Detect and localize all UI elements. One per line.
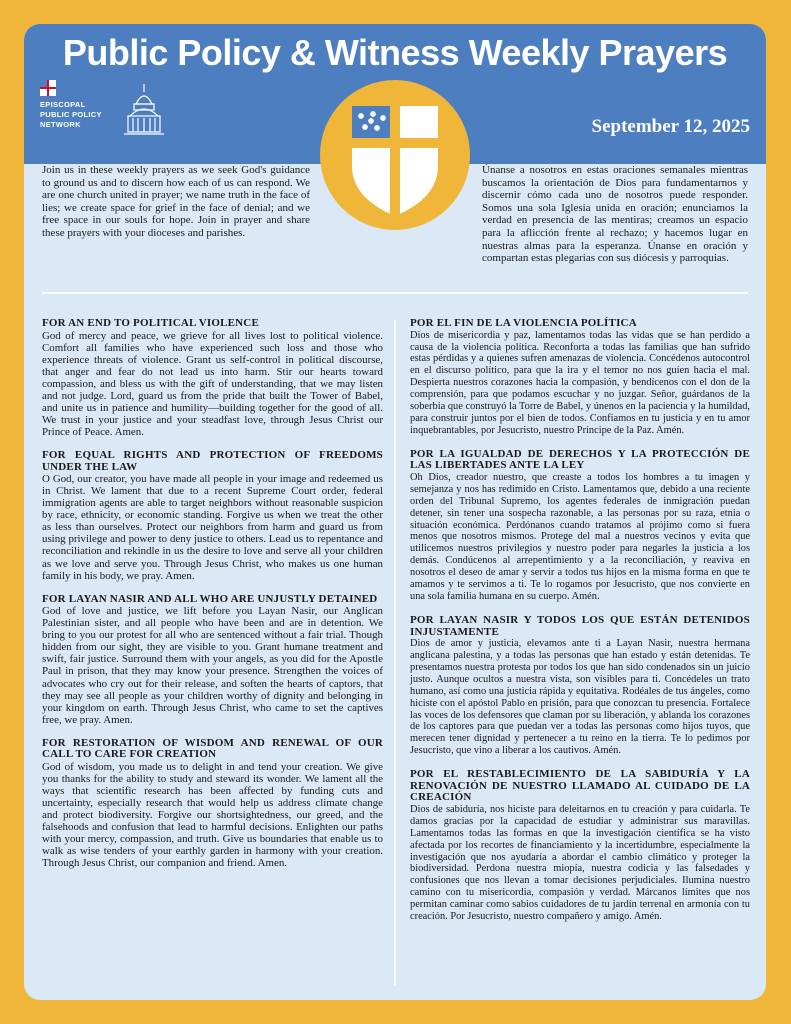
prayer-heading: POR LA IGUALDAD DE DERECHOS Y LA PROTECCIÓN DE LAS LIBERTADES ANTE LA LEY <box>410 447 750 472</box>
intro-english: Join us in these weekly prayers as we seek God's guidance to ground us and to discern how each of us can respond. We are one church united in prayer; we name truth in the face of lies; we create space for grief in the face of denial; and we free space in our souls for hope. Join in prayer and share these prayers with your dioceses and parishes. <box>42 164 310 239</box>
prayer-section <box>42 318 383 438</box>
prayer-body: God of love and justice, we lift before you Layan Nasir, our Anglican Palestinian sister, and all people who have been and are in detention. We bring to you our protest for all who are sentenced without a fair trial. Though hidden from our sight, they are visible to you. Grant humane treatment and swift, fair justice. Surround them with your angels, as you did for the Apostle Paul in prison, that they may know your presence. Strengthen the voices of advocates who cry out for their release, and soften the hearts of captors, that they may see all people as your children worthy of dignity and belonging in your kingdom on earth. Through Jesus Christ, who came to set the captives free, we pray. Amen. <box>42 605 383 726</box>
prayer-heading: POR LAYAN NASIR Y TODOS LOS QUE ESTÁN DETENIDOS INJUSTAMENTE <box>410 613 750 638</box>
episcopal-logo <box>40 80 180 140</box>
prayer-heading: FOR EQUAL RIGHTS AND PROTECTION OF FREEDOMS UNDER THE LAW <box>42 449 383 473</box>
capitol-dome-icon <box>124 82 164 136</box>
horizontal-divider <box>42 292 748 294</box>
logo-line: EPISCOPAL <box>40 100 86 109</box>
episcopal-shield-emblem <box>320 80 470 230</box>
prayer-heading: POR EL FIN DE LA VIOLENCIA POLÍTICA <box>410 317 637 329</box>
prayer-section <box>410 769 750 923</box>
prayer-body: God of mercy and peace, we grieve for all lives lost to political violence. Comfort all families who have experienced such loss and those who experience threats of violence. Grant us self-control in political discourse, that anger and fear do not lead us into harm. Stir our hearts toward compassion, and bless us with the gift of understanding, that we may listen and not judge. Lord, guard us from the pride that built the Tower of Babel, and unite us in patience and humility—building together for the good of all. We trust in your justice and your steadfast love, through Jesus Christ our Prince of Peace. Amen. <box>42 329 383 438</box>
prayer-section <box>410 615 750 757</box>
content-card <box>24 24 766 1000</box>
prayer-section <box>410 318 750 437</box>
prayer-body: Oh Dios, creador nuestro, que creaste a todos los hombres a tu imagen y semejanza y nos has redimido en Cristo. Lamentamos que, debido a una reciente orden del Tribunal Supremo, los agentes federales de inmigración puedan detener, sin tener una sospecha razonable, a las personas por su raza, etnia o situación económica. Perdónanos cuando tratamos al prójimo como si fuera menos que nosotros mismos. Protege del mal a nuestros vecinos y evita que utilicemos nuestros privilegios y nuestro poder para negarles la justicia a los demás. Condúcenos al arrepentimiento y a la reconciliación, y reaviva en nosotros el deseo de amar y servir a todos tus hijos en la misma forma en que te amamos y te servimos a ti. Te lo rogamos por Jesucristo, que nos convierte en una sola familia humana en su cuerpo. Amén. <box>410 471 750 602</box>
vertical-divider <box>394 320 396 986</box>
prayer-heading: FOR AN END TO POLITICAL VIOLENCE <box>42 317 259 329</box>
episcopal-flag-icon <box>40 80 56 96</box>
prayer-section <box>42 594 383 726</box>
page-title: Public Policy & Witness Weekly Prayers <box>62 32 728 73</box>
prayer-heading: FOR RESTORATION OF WISDOM AND RENEWAL OF OUR CALL TO CARE FOR CREATION <box>42 736 383 761</box>
prayer-body: Dios de misericordia y paz, lamentamos todas las vidas que se han perdido a causa de la violencia política. Reconforta a todas las familias que han sufrido estas pérdidas y a quienes sufren amenazas de violencia. Concédenos autocontrol en el discurso político, para que la ira y el temor no nos guíen hacia el mal. Despierta nuestros corazones hacia la compasión, y bendícenos con el don de la comprensión, para que podamos escuchar y no juzgar. Señor, guárdanos de la soberbia que construyó la Torre de Babel, y únenos en la paciencia y la humildad, para construir juntos por el bien de todos. Confiamos en tu justicia y en tu amor inquebrantables, por Jesucristo, nuestro Príncipe de la Paz. Amén. <box>410 329 750 436</box>
prayers-english-column <box>42 318 383 881</box>
intro-spanish: Únanse a nosotros en estas oraciones semanales mientras buscamos la orientación de Dios para fundamentarnos y discernir cómo cada uno de nosotros puede responder. Somos una sola Iglesia unida en oración; enunciamos la verdad en presencia de las mentiras; creamos un espacio para la aflicción frente al rechazo; y hacemos lugar en nuestras almas para la esperanza. Únanse en oración y compartan estas plegarias con sus diócesis y parroquias. <box>482 164 748 265</box>
prayer-body: Dios de sabiduría, nos hiciste para deleitarnos en tu creación y para cuidarla. Te damos gracias por la capacidad de estudiar y administrar sus maravillas. Lamentamos todas las formas en que la investigación científica se ha visto afectada por los recortes de financiamiento y la incertidumbre, especialmente la investigación que nos ayudaría a abordar el cambio climático y proteger la biodiversidad. Perdona nuestra miopía, nuestra codicia y las falsedades y confusiones que nos llevan a tomar decisiones perjudiciales. Ilumina nuestro camino con tu misericordia, compasión y verdad. Márcanos límites que nos permitan caminar como sabios cuidadores de tu jardín terrenal en armonía con tu creación. Por Jesucristo, nuestro compañero y amigo. Amén. <box>410 803 750 923</box>
prayer-body: God of wisdom, you made us to delight in and tend your creation. We give you thanks for the ability to study and steward its wonder. We lament all the ways that scientific research has been affected by funding cuts and uncertainty, especially research that would help us address climate change and protect biodiversity. Forgive our shortsightedness, our greed, and the falsehoods and confusion that lead to harmful decisions. Enlighten our paths with your mercy, compassion, and truth. Give us boundaries that enable us to walk as wise tenders of your earthly garden in harmony with your creation. Through Jesus Christ, our companion and friend. Amen. <box>42 760 383 870</box>
prayer-heading: POR EL RESTABLECIMIENTO DE LA SABIDURÍA Y LA RENOVACIÓN DE NUESTRO LLAMADO AL CUIDADO DE LA CREACIÓN <box>410 768 750 804</box>
prayers-spanish-column <box>410 318 750 935</box>
logo-line: NETWORK <box>40 120 81 129</box>
logo-line: PUBLIC POLICY <box>40 110 102 119</box>
prayer-heading: FOR LAYAN NASIR AND ALL WHO ARE UNJUSTLY DETAINED <box>42 592 378 605</box>
prayer-body: O God, our creator, you have made all people in your image and redeemed us in Christ. We lament that due to a recent Supreme Court order, federal immigration agents are able to target neighbors without reasonable suspicion by race, ethnicity, or economic standing. Forgive us when we treat the other as less than ourselves. Protect our neighbors from harm and guard us from using privilege and power to deny justice to others. Lead us to repentance and reconciliation and rekindle in us the desire to love and serve all your children as we love and serve you. Through Jesus Christ, who makes us one human family in his body, we pray. Amen. <box>42 473 383 582</box>
prayer-section <box>42 738 383 870</box>
prayer-section <box>42 450 383 582</box>
shield-icon <box>320 80 470 230</box>
logo-text <box>40 100 102 130</box>
prayer-section <box>410 449 750 603</box>
date-label: September 12, 2025 <box>591 116 750 137</box>
prayer-body: Dios de amor y justicia, elevamos ante ti a Layan Nasir, nuestra hermana anglicana palestina, y a todas las personas que han estado y están detenidas. Te presentamos nuestra protesta por todos los que han sido condenados sin un juicio justo. Aunque ocultos a nuestra vista, son visibles para ti. Concédeles un trato humano, así como una justicia rápida y equitativa. Rodéales de tus ángeles, como hiciste con el apóstol Pablo en prisión, para que conozcan tu presencia. Fortalece las voces de los defensores que claman por su liberación, y ablanda los corazones de los captores para que puedan ver a todas las personas como hijos tuyos, que merecen tener dignidad y pertenecer a tu reino en la tierra. Te lo pedimos por Jesucristo, que vino a liberar a los cautivos. Amén. <box>410 638 750 757</box>
